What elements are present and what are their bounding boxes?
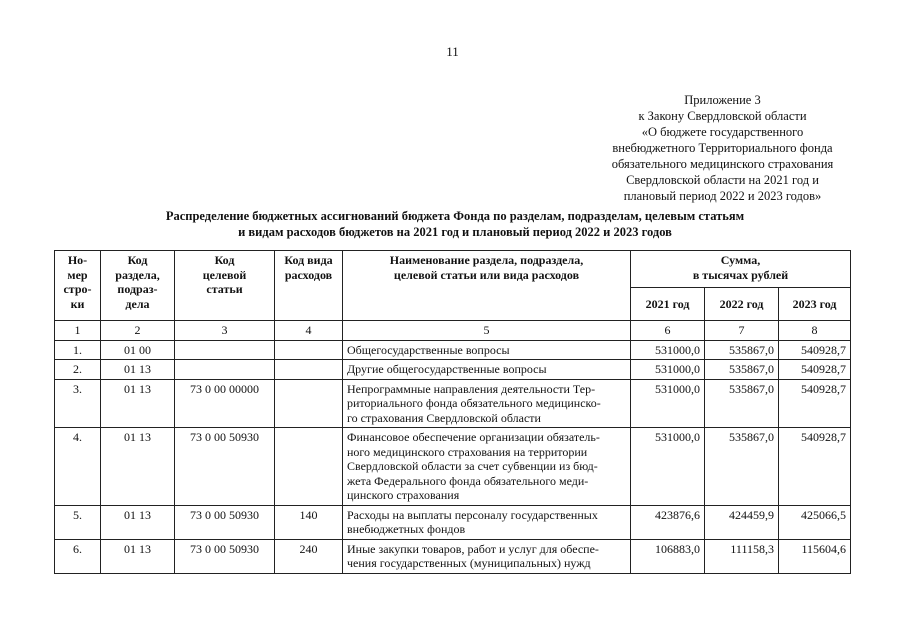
- column-index: 8: [779, 321, 851, 341]
- amount-2022: 535867,0: [705, 379, 779, 428]
- appendix-note: [560, 92, 885, 204]
- section-code: 01 13: [101, 428, 175, 506]
- header-section-code: Код раздела, подраз- дела: [101, 251, 175, 321]
- target-code: [175, 340, 275, 360]
- amount-2023: 540928,7: [779, 340, 851, 360]
- page-number: 11: [446, 44, 459, 59]
- header-year-2021: 2021 год: [631, 288, 705, 321]
- target-code: 73 0 00 00000: [175, 379, 275, 428]
- row-number: 4.: [55, 428, 101, 506]
- expense-code: 140: [275, 505, 343, 539]
- table-row: [55, 340, 851, 360]
- expense-code: [275, 428, 343, 506]
- column-index-row: [55, 321, 851, 341]
- title-line: и видам расходов бюджетов на 2021 год и плановый период 2022 и 2023 годов: [238, 225, 672, 239]
- row-name: Финансовое обеспечение организации обязатель- ного медицинского страхования на территории Свердловской области за счет субвенции из бюд- жета Федерального фонда обязательного меди- цинского страхования: [343, 428, 631, 506]
- appendix-line: обязательного медицинского страхования: [611, 157, 834, 171]
- expense-code: [275, 340, 343, 360]
- row-name: Иные закупки товаров, работ и услуг для обеспе- чения государственных (муниципальных) нужд: [343, 539, 631, 573]
- amount-2021: 531000,0: [631, 360, 705, 380]
- expense-code: [275, 379, 343, 428]
- amount-2021: 423876,6: [631, 505, 705, 539]
- document-title: [60, 208, 850, 240]
- section-code: 01 13: [101, 379, 175, 428]
- amount-2023: 540928,7: [779, 428, 851, 506]
- amount-2023: 540928,7: [779, 379, 851, 428]
- appendix-line: внебюджетного Территориального фонда: [612, 141, 833, 155]
- amount-2021: 531000,0: [631, 379, 705, 428]
- table-row: [55, 539, 851, 573]
- section-code: 01 13: [101, 505, 175, 539]
- title-line: Распределение бюджетных ассигнований бюджета Фонда по разделам, подразделам, целевым статьям: [165, 209, 745, 223]
- amount-2022: 111158,3: [705, 539, 779, 573]
- expense-code: [275, 360, 343, 380]
- header-year-2022: 2022 год: [705, 288, 779, 321]
- amount-2023: 540928,7: [779, 360, 851, 380]
- target-code: 73 0 00 50930: [175, 539, 275, 573]
- table-row: [55, 379, 851, 428]
- row-name: Общегосударственные вопросы: [343, 340, 631, 360]
- target-code: 73 0 00 50930: [175, 428, 275, 506]
- header-name: Наименование раздела, подраздела, целевой статьи или вида расходов: [343, 251, 631, 321]
- amount-2022: 535867,0: [705, 340, 779, 360]
- row-name: Другие общегосударственные вопросы: [343, 360, 631, 380]
- column-index: 1: [55, 321, 101, 341]
- appendix-line: Свердловской области на 2021 год и: [626, 173, 819, 187]
- appendix-line: Приложение 3: [684, 93, 761, 107]
- amount-2021: 531000,0: [631, 340, 705, 360]
- header-row-number: Но- мер стро- ки: [55, 251, 101, 321]
- section-code: 01 13: [101, 360, 175, 380]
- row-name: Расходы на выплаты персоналу государственных внебюджетных фондов: [343, 505, 631, 539]
- appendix-line: плановый период 2022 и 2023 годов»: [623, 189, 822, 203]
- header-year-2023: 2023 год: [779, 288, 851, 321]
- header-sum: Сумма, в тысячах рублей: [631, 251, 851, 288]
- target-code: 73 0 00 50930: [175, 505, 275, 539]
- column-index: 6: [631, 321, 705, 341]
- header-row: [55, 251, 851, 288]
- column-index: 2: [101, 321, 175, 341]
- row-number: 5.: [55, 505, 101, 539]
- appendix-line: «О бюджете государственного: [641, 125, 804, 139]
- section-code: 01 13: [101, 539, 175, 573]
- column-index: 5: [343, 321, 631, 341]
- table-row: [55, 505, 851, 539]
- amount-2021: 106883,0: [631, 539, 705, 573]
- expense-code: 240: [275, 539, 343, 573]
- row-number: 1.: [55, 340, 101, 360]
- column-index: 3: [175, 321, 275, 341]
- row-number: 6.: [55, 539, 101, 573]
- appendix-line: к Закону Свердловской области: [638, 109, 807, 123]
- amount-2022: 424459,9: [705, 505, 779, 539]
- target-code: [175, 360, 275, 380]
- row-name: Непрограммные направления деятельности Тер- риториального фонда обязательного медицинско- го страхования Свердловской области: [343, 379, 631, 428]
- amount-2022: 535867,0: [705, 428, 779, 506]
- budget-table: [54, 250, 851, 574]
- header-expense-code: Код вида расходов: [275, 251, 343, 321]
- table-row: [55, 428, 851, 506]
- amount-2023: 425066,5: [779, 505, 851, 539]
- column-index: 7: [705, 321, 779, 341]
- table-row: [55, 360, 851, 380]
- amount-2022: 535867,0: [705, 360, 779, 380]
- row-number: 2.: [55, 360, 101, 380]
- amount-2021: 531000,0: [631, 428, 705, 506]
- amount-2023: 115604,6: [779, 539, 851, 573]
- section-code: 01 00: [101, 340, 175, 360]
- column-index: 4: [275, 321, 343, 341]
- header-target-code: Код целевой статьи: [175, 251, 275, 321]
- row-number: 3.: [55, 379, 101, 428]
